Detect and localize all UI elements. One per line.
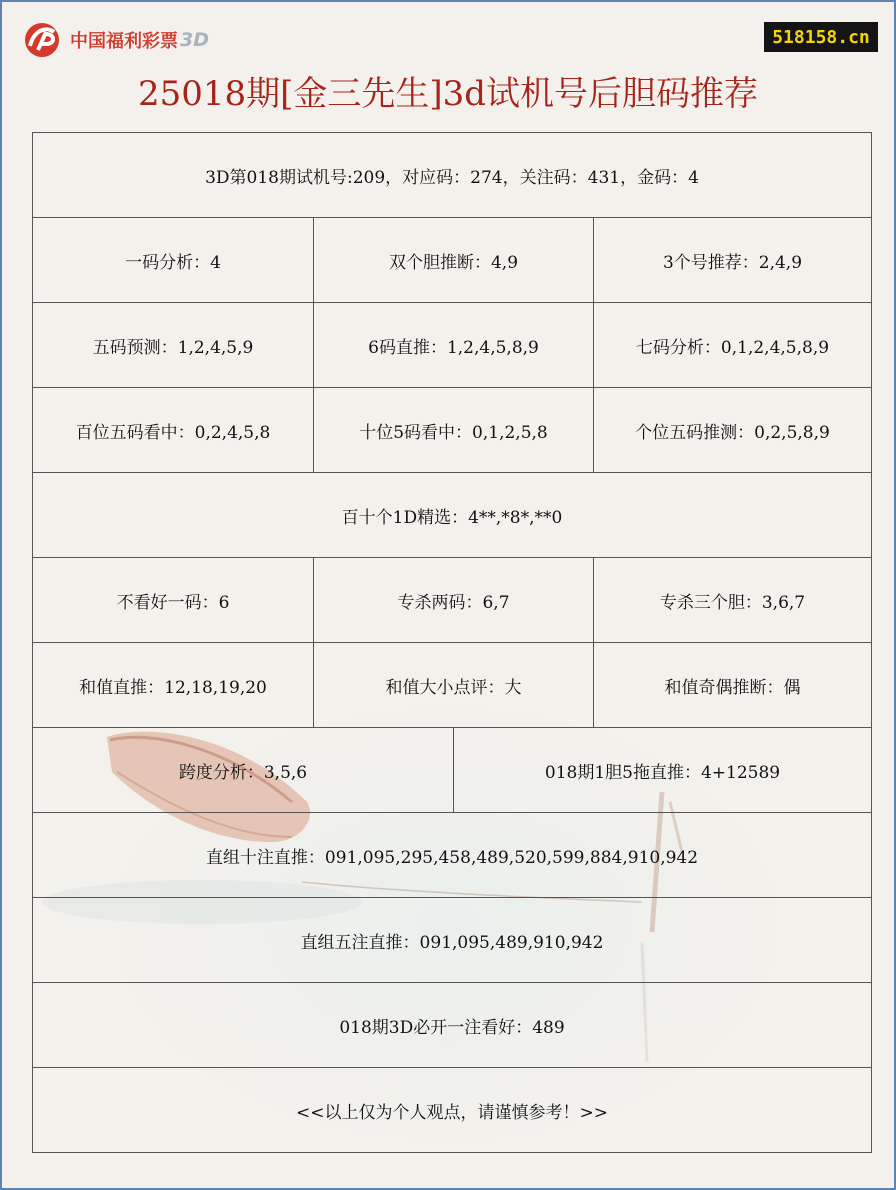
five-code-cell: 五码预测：1,2,4,5,9 [92, 337, 254, 358]
one-code-cell: 一码分析：4 [125, 252, 221, 273]
six-code-cell: 6码直推：1,2,4,5,8,9 [313, 303, 593, 387]
seven-code-cell: 七码分析：0,1,2,4,5,8,9 [593, 303, 871, 387]
kill-two-cell: 专杀两码：6,7 [313, 558, 593, 642]
table-row [33, 133, 871, 218]
table-row [33, 388, 871, 473]
table-row [33, 303, 871, 388]
table-row [33, 473, 871, 558]
must-open-cell: 018期3D必开一注看好：489 [339, 1017, 565, 1038]
ten-bets-cell: 直组十注直推：091,095,295,458,489,520,599,884,910,942 [205, 847, 699, 868]
disclaimer-cell: <<以上仅为个人观点，请谨慎参考！>> [296, 1102, 608, 1123]
dan-tuo-cell: 018期1胆5拖直推：4+12589 [453, 728, 871, 812]
five-bets-cell: 直组五注直推：091,095,489,910,942 [300, 932, 604, 953]
kill-three-cell: 专杀三个胆：3,6,7 [593, 558, 871, 642]
site-badge[interactable]: 518158.cn [764, 22, 878, 52]
table-row [33, 218, 871, 303]
1d-pick-cell: 百十个1D精选：4**,*8*,**0 [341, 507, 563, 528]
hundreds-cell: 百位五码看中：0,2,4,5,8 [75, 422, 271, 443]
trial-number-cell: 3D第018期试机号:209，对应码：274，关注码：431，金码：4 [205, 167, 699, 188]
lottery-logo-icon [20, 20, 66, 60]
prediction-table [32, 132, 872, 1153]
logo-text: 中国福利彩票 [70, 31, 178, 52]
lottery-logo [20, 20, 209, 60]
table-row [33, 983, 871, 1068]
table-row [33, 898, 871, 983]
table-row [33, 728, 871, 813]
table-row [33, 558, 871, 643]
unfavored-code-cell: 不看好一码：6 [116, 592, 230, 613]
sum-size-cell: 和值大小点评：大 [313, 643, 593, 727]
page-title: 25018期[金三先生]3d试机号后胆码推荐 [137, 74, 759, 114]
units-cell: 个位五码推测：0,2,5,8,9 [593, 388, 871, 472]
sum-value-cell: 和值直推：12,18,19,20 [79, 677, 267, 698]
table-row [33, 643, 871, 728]
logo-3d-suffix: 3D [180, 29, 209, 51]
two-dan-cell: 双个胆推断：4,9 [313, 218, 593, 302]
tens-cell: 十位5码看中：0,1,2,5,8 [313, 388, 593, 472]
span-cell: 跨度分析：3,5,6 [178, 762, 308, 783]
table-row [33, 1068, 871, 1152]
sum-parity-cell: 和值奇偶推断：偶 [593, 643, 871, 727]
three-number-cell: 3个号推荐：2,4,9 [593, 218, 871, 302]
table-row [33, 813, 871, 898]
